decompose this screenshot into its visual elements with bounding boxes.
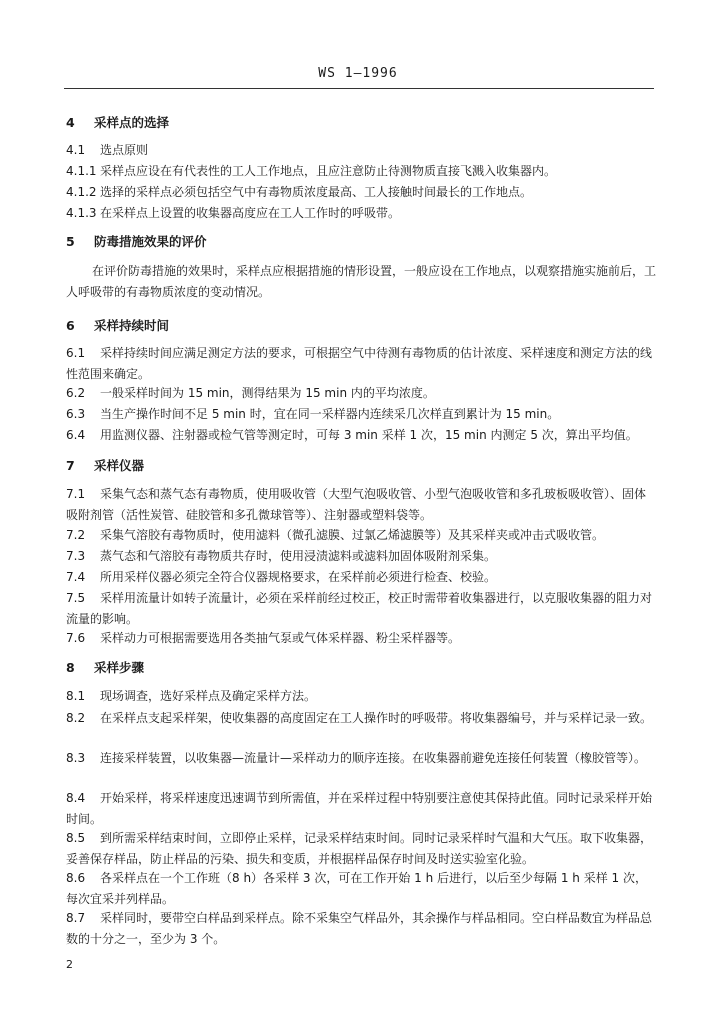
section-8-heading: 8 采样步骤 bbox=[66, 660, 145, 675]
clause-8-1: 8.1 现场调查，选好采样点及确定采样方法。 bbox=[66, 689, 317, 703]
section-5-paragraph: 在评价防毒措施的效果时，采样点应根据措施的情形设置，一般应设在工作地点，以观察措施实施前后，工人呼吸带的有毒物质浓度的变动情况。 bbox=[66, 264, 657, 299]
clause-8-5: 8.5 到所需采样结束时间，立即停止采样，记录采样结束时间。同时记录采样时气温和大气压。取下收集器，妥善保存样品，防止样品的污染、损失和变质，并根据样品保存时间及时送实验室化验。 bbox=[66, 831, 653, 866]
header-rule bbox=[64, 88, 654, 89]
clause-4-1-3: 4.1.3 在采样点上设置的收集器高度应在工人工作时的呼吸带。 bbox=[66, 206, 401, 220]
page-number: 2 bbox=[66, 958, 73, 971]
clause-6-4: 6.4 用监测仪器、注射器或检气管等测定时，可每 3 min 采样 1 次，15 min 内测定 5 次，算出平均值。 bbox=[66, 428, 638, 442]
clause-7-6: 7.6 采样动力可根据需要选用各类抽气泵或气体采样器、粉尘采样器等。 bbox=[66, 631, 461, 645]
clause-4-1-2: 4.1.2 选择的采样点必须包括空气中有毒物质浓度最高、工人接触时间最长的工作地点。 bbox=[66, 185, 533, 199]
clause-7-4: 7.4 所用采样仪器必须完全符合仪器规格要求，在采样前必须进行检查、校验。 bbox=[66, 570, 497, 584]
clause-7-3: 7.3 蒸气态和气溶胶有毒物质共存时，使用浸渍滤料或滤料加固体吸附剂采集。 bbox=[66, 549, 497, 563]
clause-8-6: 8.6 各采样点在一个工作班（8 h）各采样 3 次，可在工作开始 1 h 后进行，以后至少每隔 1 h 采样 1 次，每次宜采并列样品。 bbox=[66, 871, 647, 906]
clause-6-1: 6.1 采样持续时间应满足测定方法的要求，可根据空气中待测有毒物质的估计浓度、采样速度和测定方法的线性范围来确定。 bbox=[66, 346, 653, 381]
clause-8-4: 8.4 开始采样，将采样速度迅速调节到所需值，并在采样过程中特别要注意使其保持此值。同时记录采样开始时间。 bbox=[66, 791, 653, 826]
standard-number: WS 1—1996 bbox=[318, 66, 398, 81]
clause-6-3: 6.3 当生产操作时间不足 5 min 时，宜在同一采样器内连续采几次样直到累计为 15 min。 bbox=[66, 407, 560, 421]
clause-8-3: 8.3 连接采样装置，以收集器—流量计—采样动力的顺序连接。在收集器前避免连接任何装置（橡胶管等）。 bbox=[66, 751, 647, 765]
clause-7-5: 7.5 采样用流量计如转子流量计，必须在采样前经过校正，校正时需带着收集器进行，以克服收集器的阻力对流量的影响。 bbox=[66, 591, 653, 626]
clause-4-1-1: 4.1.1 采样点应设在有代表性的工人工作地点，且应注意防止待测物质直接飞溅入收集器内。 bbox=[66, 164, 557, 178]
section-6-heading: 6 采样持续时间 bbox=[66, 318, 170, 333]
clause-8-2: 8.2 在采样点支起采样架，使收集器的高度固定在工人操作时的呼吸带。将收集器编号，并与采样记录一致。 bbox=[66, 711, 653, 725]
clause-4-1: 4.1 选点原则 bbox=[66, 143, 149, 157]
clause-7-2: 7.2 采集气溶胶有毒物质时，使用滤料（微孔滤膜、过氯乙烯滤膜等）及其采样夹或冲击式吸收管。 bbox=[66, 528, 605, 542]
section-7-heading: 7 采样仪器 bbox=[66, 458, 145, 473]
clause-7-1: 7.1 采集气态和蒸气态有毒物质，使用吸收管（大型气泡吸收管、小型气泡吸收管和多孔玻板吸收管）、固体吸附剂管（活性炭管、硅胶管和多孔微球管等）、注射器或塑料袋等。 bbox=[66, 487, 647, 522]
section-5-heading: 5 防毒措施效果的评价 bbox=[66, 234, 207, 249]
section-4-heading: 4 采样点的选择 bbox=[66, 115, 170, 130]
clause-6-2: 6.2 一般采样时间为 15 min，测得结果为 15 min 内的平均浓度。 bbox=[66, 386, 435, 400]
clause-8-7: 8.7 采样同时，要带空白样品到采样点。除不采集空气样品外，其余操作与样品相同。空白样品数宜为样品总数的十分之一，至少为 3 个。 bbox=[66, 911, 653, 946]
